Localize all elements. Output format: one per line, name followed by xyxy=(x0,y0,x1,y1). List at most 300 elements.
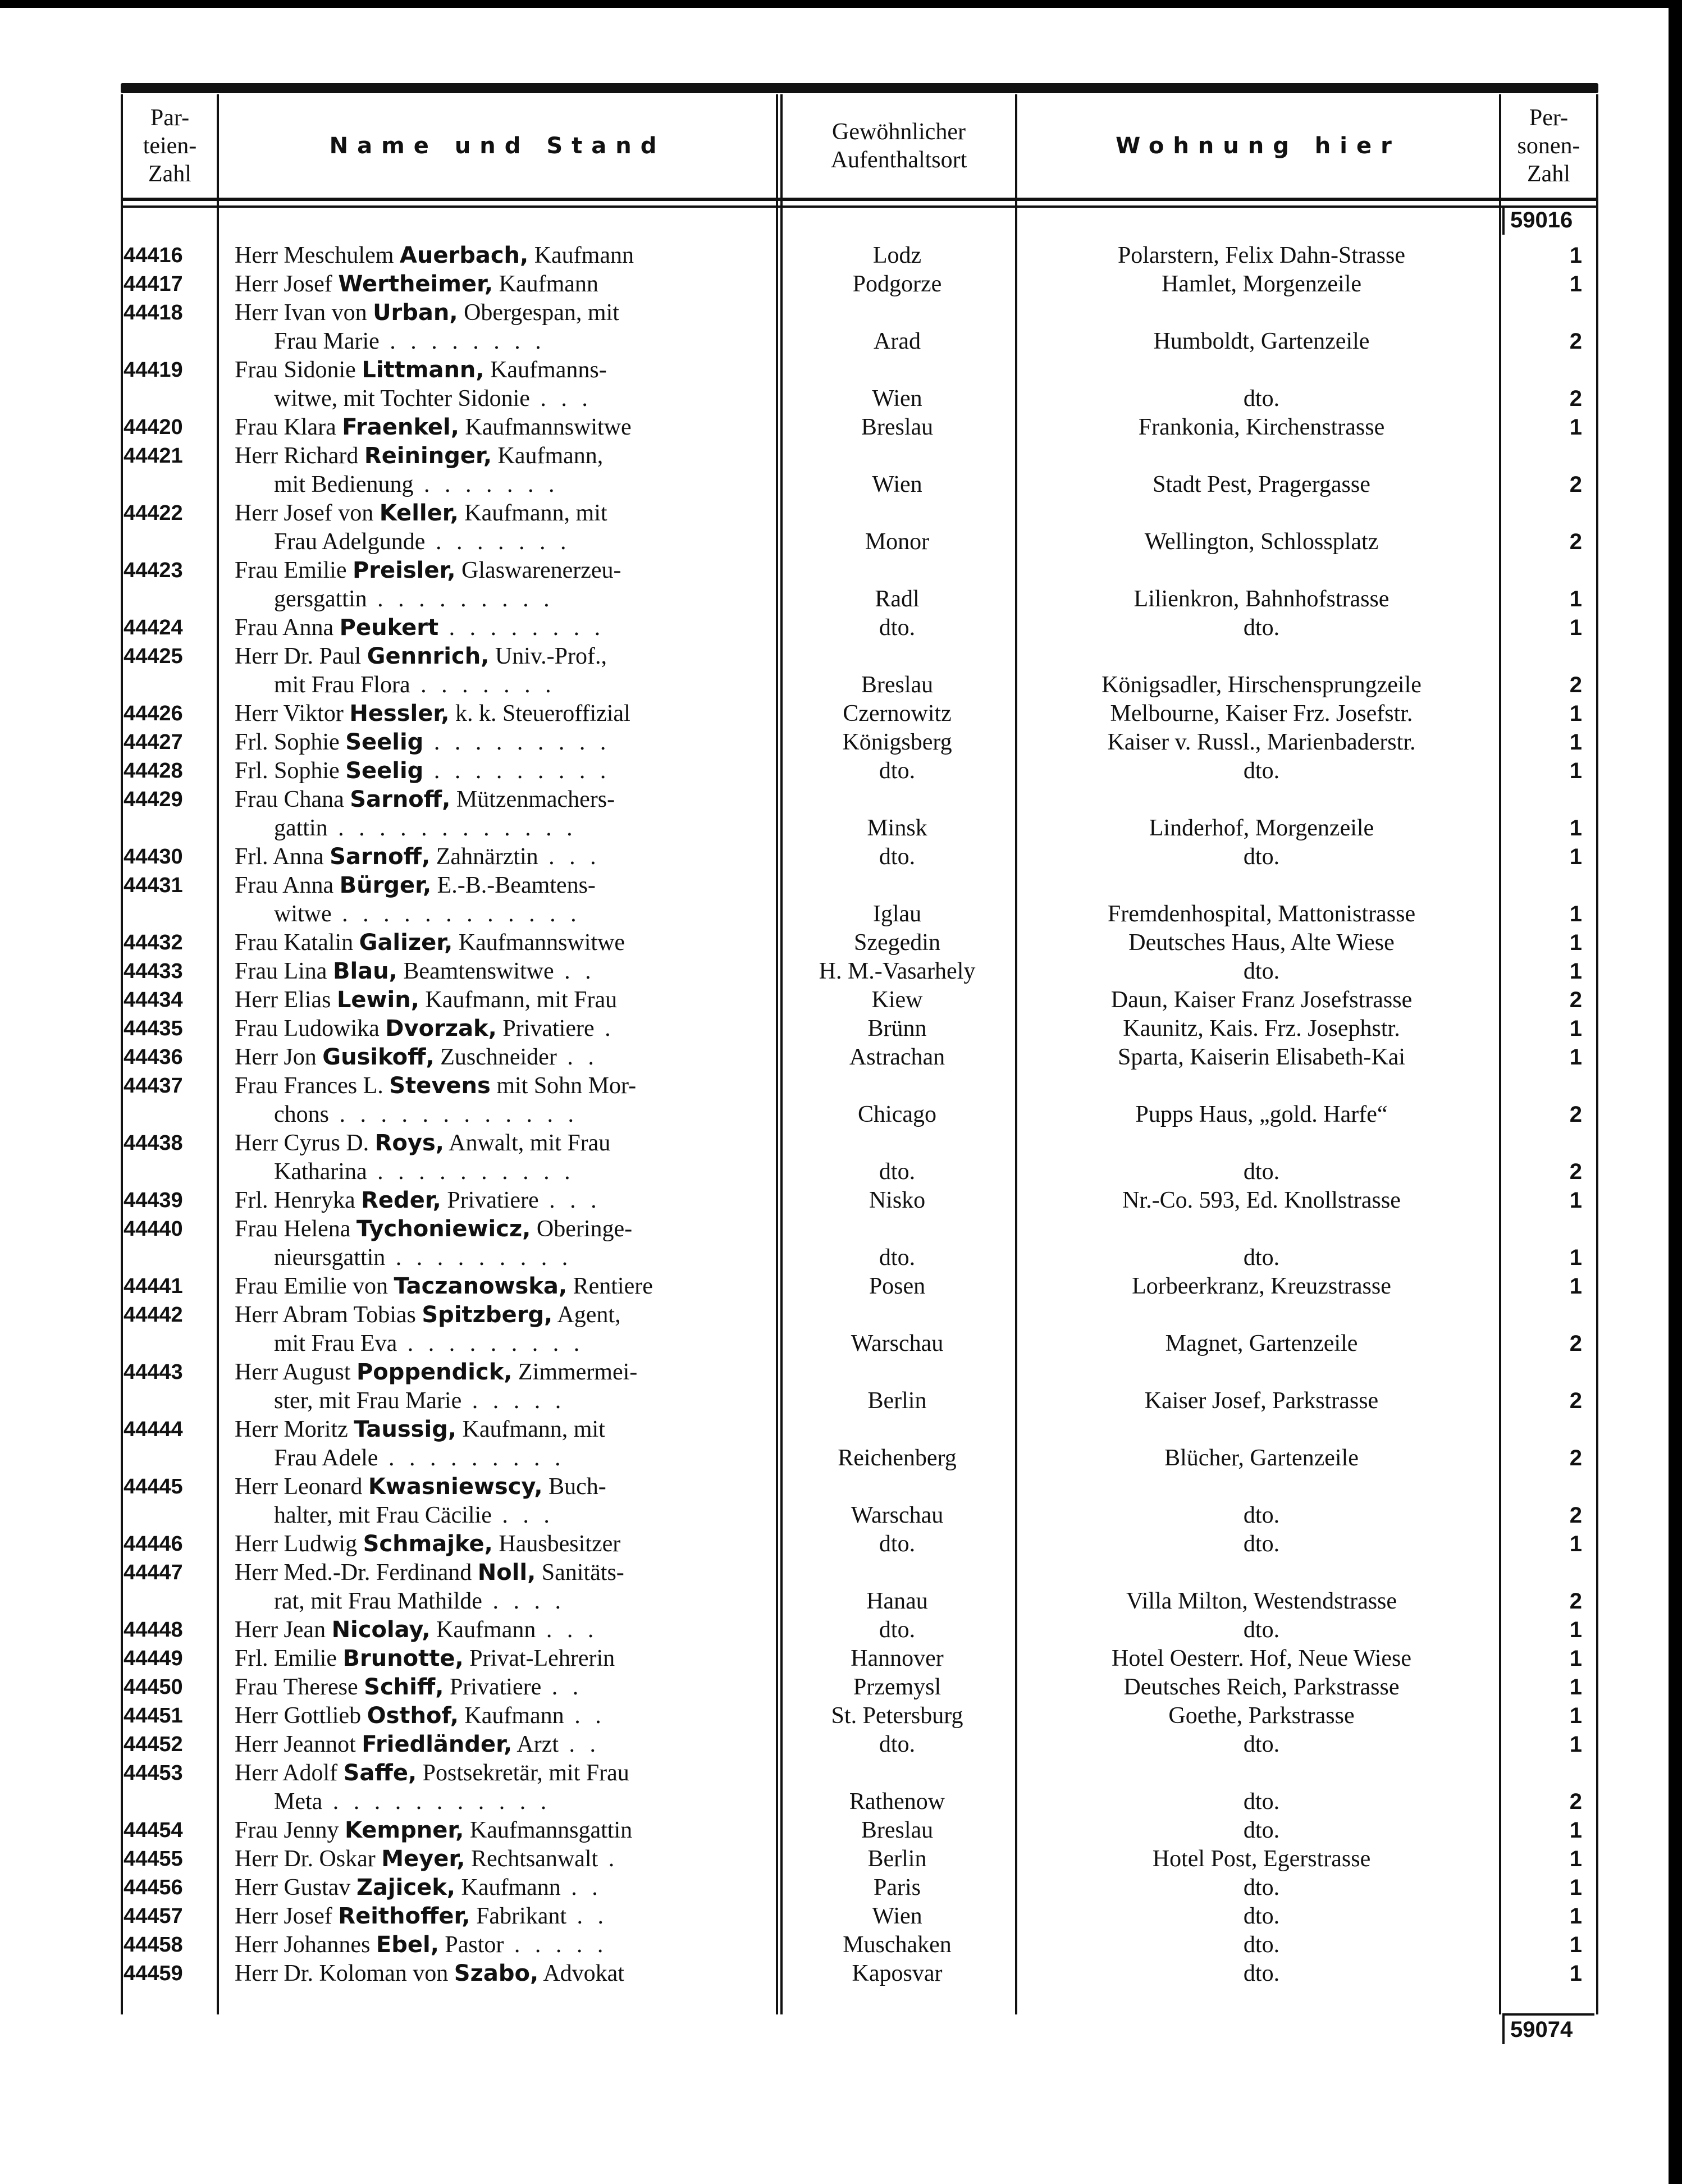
surname: Gennrich, xyxy=(367,643,490,669)
partei-zahl: 44417 xyxy=(124,272,183,296)
personen-zahl: 1 xyxy=(1569,902,1582,926)
personen-zahl: 2 xyxy=(1569,1159,1582,1184)
surname: Hessler, xyxy=(349,701,450,727)
surname: Meyer, xyxy=(381,1846,465,1872)
table-row xyxy=(0,614,1682,642)
partei-zahl: 44458 xyxy=(124,1933,183,1957)
aufenthaltsort: St. Petersburg xyxy=(831,1703,963,1729)
surname: Preisler, xyxy=(352,558,456,583)
name-text: Zimmermei- xyxy=(512,1359,638,1385)
table-row xyxy=(0,1358,1682,1415)
table-row xyxy=(0,1015,1682,1043)
name-stand xyxy=(235,1530,770,1559)
wohnung: dto. xyxy=(1243,1731,1280,1757)
name-stand xyxy=(235,1272,770,1301)
partei-zahl: 44456 xyxy=(124,1876,183,1899)
table-row xyxy=(0,1759,1682,1816)
aufenthaltsort: Paris xyxy=(874,1875,921,1900)
partei-zahl: 44424 xyxy=(124,616,183,639)
wohnung: dto. xyxy=(1243,958,1280,984)
dot-leader: . . . . . . . . . . . . xyxy=(331,901,581,927)
name-text: Herr Josef xyxy=(235,1903,339,1929)
personen-zahl: 1 xyxy=(1569,701,1582,726)
name-line xyxy=(235,1931,770,1959)
name-text: Meta xyxy=(274,1789,323,1815)
header-aufenthaltsort xyxy=(783,94,1015,198)
aufenthaltsort: Breslau xyxy=(861,1817,934,1843)
partei-zahl: 44454 xyxy=(124,1819,183,1842)
name-line xyxy=(235,1559,770,1587)
name-text: Agent, xyxy=(552,1302,621,1328)
name-text: Herr Gottlieb xyxy=(235,1703,367,1729)
name-stand xyxy=(235,1301,770,1358)
aufenthaltsort: Wien xyxy=(872,472,922,497)
name-text: Frau Jenny xyxy=(235,1817,345,1843)
name-text: Pastor xyxy=(438,1932,504,1958)
personen-zahl: 1 xyxy=(1569,415,1582,440)
surname: Zajicek, xyxy=(356,1875,455,1900)
name-text: witwe xyxy=(274,901,332,927)
name-text: Obergespan, mit xyxy=(458,300,619,326)
name-stand xyxy=(235,556,770,614)
name-line xyxy=(235,1158,770,1186)
name-stand xyxy=(235,1816,770,1845)
name-stand xyxy=(235,700,770,728)
name-text: gersgattin xyxy=(274,586,367,612)
partei-zahl: 44450 xyxy=(124,1675,183,1699)
dot-leader: . . . . xyxy=(482,1588,565,1614)
name-text: Kaufmann xyxy=(455,1875,561,1900)
name-line xyxy=(235,356,770,385)
aufenthaltsort: Radl xyxy=(875,586,920,612)
header-partei-zahl xyxy=(123,94,217,198)
aufenthaltsort: dto. xyxy=(879,758,916,784)
aufenthaltsort: H. M.-Vasarhely xyxy=(819,958,976,984)
name-text: Zuschneider xyxy=(434,1044,557,1070)
partei-zahl: 44445 xyxy=(124,1475,183,1498)
wohnung: Hotel Post, Egerstrasse xyxy=(1152,1846,1371,1872)
header-name-stand: Name und Stand xyxy=(329,133,666,159)
wohnung: Hamlet, Morgenzeile xyxy=(1161,271,1362,297)
name-text: Herr Dr. Oskar xyxy=(235,1846,382,1872)
dot-leader: . . . . . xyxy=(461,1388,566,1414)
name-text: Frau Klara xyxy=(235,414,342,440)
table-row xyxy=(0,757,1682,785)
partei-zahl: 44457 xyxy=(124,1904,183,1928)
wohnung: Magnet, Gartenzeile xyxy=(1165,1331,1358,1356)
surname: Seelig xyxy=(345,729,424,755)
name-text: Frau Lina xyxy=(235,958,333,984)
table-row xyxy=(0,1673,1682,1702)
personen-zahl: 1 xyxy=(1569,816,1582,840)
dot-leader: . . . xyxy=(538,1187,601,1213)
name-text: Kaufmanns- xyxy=(484,357,607,383)
name-text: ster, mit Frau Marie xyxy=(274,1388,462,1414)
dot-leader: . . xyxy=(566,1903,609,1929)
name-line xyxy=(235,1301,770,1329)
partei-zahl: 44439 xyxy=(124,1189,183,1212)
aufenthaltsort: Wien xyxy=(872,386,922,412)
aufenthaltsort: dto. xyxy=(879,615,916,641)
header-aufenthaltsort-l1: Gewöhnlicher xyxy=(832,119,966,145)
name-stand xyxy=(235,1559,770,1616)
name-text: Herr Leonard xyxy=(235,1474,368,1500)
name-text: Herr Gustav xyxy=(235,1875,356,1900)
name-line xyxy=(235,241,770,270)
partei-zahl: 44426 xyxy=(124,702,183,725)
surname: Brunotte, xyxy=(342,1646,464,1671)
personen-zahl: 1 xyxy=(1569,615,1582,640)
aufenthaltsort: Astrachan xyxy=(849,1044,945,1070)
surname: Urban, xyxy=(373,300,458,326)
table-row xyxy=(0,1644,1682,1673)
surname: Keller, xyxy=(379,500,459,526)
name-text: Beamtenswitwe xyxy=(397,958,554,984)
name-line xyxy=(235,556,770,585)
surname: Spitzberg, xyxy=(422,1302,553,1328)
name-text: Frl. Sophie xyxy=(235,729,346,755)
table-row xyxy=(0,1415,1682,1473)
name-stand xyxy=(235,356,770,413)
dot-leader: . . . . . . . xyxy=(410,672,556,698)
dot-leader: . . xyxy=(541,1674,583,1700)
table-row xyxy=(0,843,1682,871)
wohnung: Polarstern, Felix Dahn-Strasse xyxy=(1117,243,1406,268)
wohnung: dto. xyxy=(1243,1817,1280,1843)
header-personen-zahl-l3: Zahl xyxy=(1527,161,1570,187)
name-text: Arzt xyxy=(512,1731,559,1757)
table-row xyxy=(0,1215,1682,1272)
partei-zahl: 44423 xyxy=(124,559,183,582)
partei-zahl: 44451 xyxy=(124,1704,183,1728)
name-text: Herr Elias xyxy=(235,987,337,1013)
personen-zahl: 2 xyxy=(1569,1589,1582,1614)
table-row xyxy=(0,1473,1682,1530)
surname: Szabo, xyxy=(454,1961,539,1986)
name-line xyxy=(235,871,770,900)
table-row xyxy=(0,871,1682,929)
partei-zahl: 44425 xyxy=(124,645,183,668)
name-text: Kaufmann xyxy=(493,271,598,297)
name-stand xyxy=(235,1415,770,1473)
name-stand xyxy=(235,1644,770,1673)
name-line xyxy=(235,1587,770,1616)
wohnung: Goethe, Parkstrasse xyxy=(1168,1703,1355,1729)
partei-zahl: 44435 xyxy=(124,1017,183,1040)
personen-zahl: 1 xyxy=(1569,759,1582,783)
table-row xyxy=(0,1186,1682,1215)
surname: Nicolay, xyxy=(331,1617,431,1643)
name-text: Kaufmannswitwe xyxy=(459,414,632,440)
dot-leader: . . xyxy=(554,958,596,984)
carry-out-total: 59074 xyxy=(1502,2013,1594,2044)
surname: Stevens xyxy=(389,1073,491,1099)
partei-zahl: 44429 xyxy=(124,788,183,811)
name-line xyxy=(235,757,770,785)
personen-zahl: 1 xyxy=(1569,1932,1582,1957)
partei-zahl: 44419 xyxy=(124,358,183,382)
partei-zahl: 44420 xyxy=(124,415,183,439)
aufenthaltsort: Muschaken xyxy=(843,1932,952,1958)
surname: Saffe, xyxy=(343,1760,417,1786)
surname: Sarnoff, xyxy=(330,844,431,870)
name-line xyxy=(235,413,770,442)
surname: Sarnoff, xyxy=(350,787,451,812)
aufenthaltsort: Kiew xyxy=(871,987,923,1013)
dot-leader: . xyxy=(594,1016,615,1041)
name-line xyxy=(235,700,770,728)
partei-zahl: 44444 xyxy=(124,1418,183,1441)
personen-zahl: 1 xyxy=(1569,1847,1582,1871)
table-row xyxy=(0,556,1682,614)
name-text: halter, mit Frau Cäcilie xyxy=(274,1502,492,1528)
personen-zahl: 1 xyxy=(1569,1961,1582,1986)
name-stand xyxy=(235,413,770,442)
name-text: Anwalt, mit Frau xyxy=(444,1130,611,1156)
table-row xyxy=(0,1702,1682,1730)
partei-zahl: 44442 xyxy=(124,1303,183,1327)
name-stand xyxy=(235,1759,770,1816)
personen-zahl: 1 xyxy=(1569,272,1582,296)
personen-zahl: 1 xyxy=(1569,1675,1582,1699)
partei-zahl: 44441 xyxy=(124,1274,183,1298)
dot-leader: . . . xyxy=(538,844,601,870)
personen-zahl: 1 xyxy=(1569,1875,1582,1900)
name-text: mit Frau Eva xyxy=(274,1331,397,1356)
aufenthaltsort: Berlin xyxy=(867,1388,927,1414)
name-text: Frau Chana xyxy=(235,787,350,812)
personen-zahl: 2 xyxy=(1569,673,1582,697)
name-text: mit Sohn Mor- xyxy=(490,1073,637,1099)
name-text: Fabrikant xyxy=(470,1903,567,1929)
name-line xyxy=(235,642,770,671)
name-text: Frau Marie xyxy=(274,328,380,354)
name-text: Herr Abram Tobias xyxy=(235,1302,422,1328)
partei-zahl: 44430 xyxy=(124,845,183,869)
name-line xyxy=(235,1816,770,1845)
wohnung: Deutsches Reich, Parkstrasse xyxy=(1123,1674,1400,1700)
table-row xyxy=(0,1931,1682,1959)
partei-zahl: 44416 xyxy=(124,244,183,267)
table-row xyxy=(0,299,1682,356)
wohnung: Kaiser v. Russl., Marienbaderstr. xyxy=(1107,729,1416,755)
partei-zahl: 44438 xyxy=(124,1131,183,1155)
name-text: Herr Richard xyxy=(235,443,364,469)
partei-zahl: 44455 xyxy=(124,1847,183,1871)
surname: Wertheimer, xyxy=(338,271,493,297)
name-line xyxy=(235,1444,770,1473)
name-stand xyxy=(235,299,770,356)
name-line xyxy=(235,585,770,614)
name-text: Rentiere xyxy=(567,1273,653,1299)
personen-zahl: 1 xyxy=(1569,1245,1582,1270)
wohnung: dto. xyxy=(1243,1903,1280,1929)
surname: Lewin, xyxy=(336,987,419,1013)
name-text: Sanitäts- xyxy=(536,1560,624,1586)
dot-leader: . . . . . . . . . . . . xyxy=(327,815,577,841)
surname: Poppendick, xyxy=(356,1359,513,1385)
name-line xyxy=(235,1186,770,1215)
aufenthaltsort: Czernowitz xyxy=(843,701,952,727)
wohnung: Lorbeerkranz, Kreuzstrasse xyxy=(1132,1273,1391,1299)
name-stand xyxy=(235,957,770,986)
name-text: nieursgattin xyxy=(274,1245,386,1271)
name-line xyxy=(235,929,770,957)
name-stand xyxy=(235,1072,770,1129)
surname: Taussig, xyxy=(354,1417,457,1442)
partei-zahl: 44431 xyxy=(124,874,183,897)
name-text: Herr Johannes xyxy=(235,1932,376,1958)
name-text: rat, mit Frau Mathilde xyxy=(274,1588,482,1614)
name-text: Herr Adolf xyxy=(235,1760,344,1786)
aufenthaltsort: Iglau xyxy=(872,901,922,927)
aufenthaltsort: dto. xyxy=(879,1731,916,1757)
surname: Seelig xyxy=(345,758,424,784)
personen-zahl: 2 xyxy=(1569,329,1582,354)
surname: Bürger, xyxy=(339,872,432,898)
name-text: Frau Katalin xyxy=(235,930,359,956)
table-row xyxy=(0,785,1682,843)
name-line xyxy=(235,1015,770,1043)
dot-leader: . xyxy=(598,1846,619,1872)
name-line xyxy=(235,528,770,556)
personen-zahl: 1 xyxy=(1569,243,1582,268)
surname: Littmann, xyxy=(362,357,485,383)
wohnung: dto. xyxy=(1243,1961,1280,1986)
wohnung: Pupps Haus, „gold. Harfe“ xyxy=(1135,1102,1388,1127)
partei-zahl: 44437 xyxy=(124,1074,183,1098)
aufenthaltsort: Reichenberg xyxy=(838,1445,957,1471)
table-row xyxy=(0,1902,1682,1931)
aufenthaltsort: Szegedin xyxy=(854,930,940,956)
name-text: Kaufmannswitwe xyxy=(453,930,625,956)
name-line xyxy=(235,1358,770,1387)
personen-zahl: 1 xyxy=(1569,1016,1582,1041)
partei-zahl: 44421 xyxy=(124,444,183,468)
personen-zahl: 1 xyxy=(1569,1274,1582,1299)
header-partei-zahl-l2: teien- xyxy=(143,133,197,159)
name-line xyxy=(235,1845,770,1874)
name-text: Kaufmann xyxy=(458,1703,564,1729)
header-personen-zahl-l1: Per- xyxy=(1529,105,1569,131)
aufenthaltsort: Warschau xyxy=(851,1502,944,1528)
dot-leader: . . xyxy=(556,1044,598,1070)
dot-leader: . . . . . . . . xyxy=(438,615,605,641)
table-row xyxy=(0,241,1682,270)
wohnung: Kaunitz, Kais. Frz. Josephstr. xyxy=(1123,1016,1400,1041)
personen-zahl: 1 xyxy=(1569,1732,1582,1757)
name-stand xyxy=(235,1874,770,1902)
name-line xyxy=(235,1272,770,1301)
wohnung: dto. xyxy=(1243,615,1280,641)
partei-zahl: 44422 xyxy=(124,501,183,525)
partei-zahl: 44428 xyxy=(124,759,183,783)
name-line xyxy=(235,957,770,986)
table-row xyxy=(0,1874,1682,1902)
name-text: Kaufmann xyxy=(528,243,634,268)
name-stand xyxy=(235,728,770,757)
partei-zahl: 44446 xyxy=(124,1532,183,1556)
personen-zahl: 2 xyxy=(1569,1331,1582,1356)
name-text: Kaufmann xyxy=(430,1617,536,1643)
wohnung: dto. xyxy=(1243,758,1280,784)
surname: Schiff, xyxy=(364,1674,444,1700)
name-stand xyxy=(235,1931,770,1959)
aufenthaltsort: dto. xyxy=(879,1617,916,1643)
wohnung: Königsadler, Hirschensprungzeile xyxy=(1101,672,1422,698)
name-text: k. k. Steueroffizial xyxy=(449,701,630,727)
header-aufenthaltsort-l2: Aufenthaltsort xyxy=(830,147,967,173)
aufenthaltsort: Wien xyxy=(872,1903,922,1929)
dot-leader: . . . . . . . xyxy=(413,472,559,497)
name-text: Frau Adelgunde xyxy=(274,529,426,555)
aufenthaltsort: Przemysl xyxy=(853,1674,941,1700)
dot-leader: . . . . . . . . . xyxy=(423,758,611,784)
table-row xyxy=(0,356,1682,413)
dot-leader: . . xyxy=(564,1703,606,1729)
name-line xyxy=(235,1043,770,1072)
name-stand xyxy=(235,1043,770,1072)
partei-zahl: 44436 xyxy=(124,1045,183,1069)
dot-leader: . . . . . . . . . xyxy=(367,586,554,612)
name-line xyxy=(235,1415,770,1444)
name-stand xyxy=(235,1215,770,1272)
name-stand xyxy=(235,499,770,556)
name-line xyxy=(235,1501,770,1530)
name-line xyxy=(235,1215,770,1244)
surname: Schmajke, xyxy=(363,1531,493,1557)
name-text: Kaufmannsgattin xyxy=(464,1817,633,1843)
personen-zahl: 2 xyxy=(1569,529,1582,554)
name-text: Kaufmann, mit Frau xyxy=(419,987,618,1013)
personen-zahl: 1 xyxy=(1569,1045,1582,1070)
name-stand xyxy=(235,929,770,957)
wohnung: Linderhof, Morgenzeile xyxy=(1149,815,1374,841)
wohnung: dto. xyxy=(1243,1789,1280,1815)
name-text: Mützenmachers- xyxy=(450,787,615,812)
name-line xyxy=(235,728,770,757)
name-text: Privat-Lehrerin xyxy=(463,1646,615,1671)
name-line xyxy=(235,1730,770,1759)
personen-zahl: 1 xyxy=(1569,1703,1582,1728)
name-text: E.-B.-Beamtens- xyxy=(431,872,596,898)
dot-leader: . . . . . . . . . . xyxy=(367,1159,575,1185)
name-stand xyxy=(235,871,770,929)
aufenthaltsort: Breslau xyxy=(861,672,934,698)
name-text: Univ.-Prof., xyxy=(489,643,607,669)
name-text: chons xyxy=(274,1102,329,1127)
wohnung: dto. xyxy=(1243,1617,1280,1643)
table-row xyxy=(0,270,1682,299)
name-text: Frau Emilie von xyxy=(235,1273,394,1299)
name-text: Frau Anna xyxy=(235,872,340,898)
name-stand xyxy=(235,1702,770,1730)
name-text: mit Bedienung xyxy=(274,472,414,497)
name-line xyxy=(235,470,770,499)
partei-zahl: 44452 xyxy=(124,1733,183,1756)
name-text: Herr Moritz xyxy=(235,1417,354,1442)
aufenthaltsort: Podgorze xyxy=(852,271,942,297)
name-text: Privatiere xyxy=(441,1187,539,1213)
dot-leader: . . . xyxy=(529,386,592,412)
name-line xyxy=(235,1902,770,1931)
name-stand xyxy=(235,442,770,499)
aufenthaltsort: Berlin xyxy=(867,1846,927,1872)
table-row xyxy=(0,1530,1682,1559)
surname: Auerbach, xyxy=(399,243,529,268)
wohnung: dto. xyxy=(1243,1875,1280,1900)
name-text: Frau Adele xyxy=(274,1445,378,1471)
